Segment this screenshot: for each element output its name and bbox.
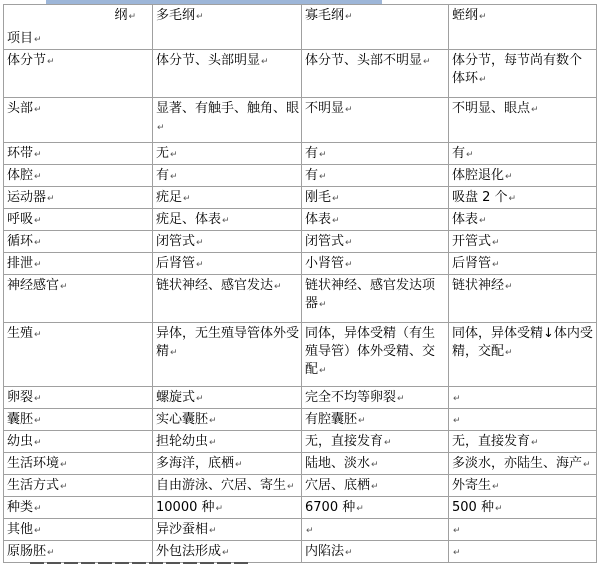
table-cell [449, 209, 597, 231]
cell-text: 外包法形成 [156, 544, 222, 559]
cell-text: 疣足、体表 [156, 212, 222, 227]
paragraph-mark: ↵ [47, 194, 55, 204]
cell-text: 闭管式 [156, 234, 196, 249]
paragraph-mark: ↵ [34, 504, 42, 514]
row-label-cell [4, 475, 153, 497]
table-row [4, 541, 597, 563]
header-col-hirudinea: 蛭纲↵ [449, 5, 597, 50]
row-label: 生活环境 [7, 456, 60, 471]
table-row [4, 275, 597, 323]
table-cell [449, 497, 597, 519]
table-row [4, 187, 597, 209]
cell-text: 开管式 [452, 234, 492, 249]
table-cell [449, 475, 597, 497]
table-cell [302, 165, 449, 187]
paragraph-mark: ↵ [453, 416, 461, 426]
table-row [4, 98, 597, 143]
paragraph-mark: ↵ [479, 75, 487, 85]
cell-text: 体分节、头部不明显 [305, 53, 423, 68]
table-cell [153, 453, 302, 475]
row-label: 生活方式 [7, 478, 60, 493]
paragraph-mark: ↵ [319, 300, 327, 310]
cell-text: 螺旋式 [156, 390, 196, 405]
paragraph-mark: ↵ [466, 150, 474, 160]
table-cell [302, 409, 449, 431]
paragraph-mark: ↵ [453, 394, 461, 404]
row-label-cell [4, 231, 153, 253]
row-label-cell [4, 209, 153, 231]
paragraph-mark: ↵ [222, 216, 230, 226]
cell-text: 6700 种 [305, 500, 356, 515]
paragraph-mark: ↵ [209, 526, 217, 536]
table-cell [153, 497, 302, 519]
table-cell [153, 209, 302, 231]
row-label-cell [4, 409, 153, 431]
paragraph-mark: ↵ [157, 123, 165, 133]
paragraph-mark: ↵ [505, 348, 513, 358]
table-cell [449, 387, 597, 409]
cell-text: 体分节、头部明显 [156, 53, 261, 68]
paragraph-mark: ↵ [196, 238, 204, 248]
row-label-cell [4, 187, 153, 209]
row-label: 神经感官 [7, 278, 60, 293]
row-label: 体分节 [7, 53, 47, 68]
table-cell [153, 387, 302, 409]
row-label: 卵裂 [7, 390, 34, 405]
paragraph-mark: ↵ [397, 394, 405, 404]
table-cell [302, 519, 449, 541]
table-row [4, 253, 597, 275]
paragraph-mark: ↵ [60, 282, 68, 292]
table-cell [153, 275, 302, 323]
table-cell [449, 231, 597, 253]
paragraph-mark: ↵ [319, 172, 327, 182]
table-cell [153, 231, 302, 253]
row-label: 囊胚 [7, 412, 34, 427]
table-cell [302, 231, 449, 253]
cell-text: 链状神经、感官发达项器 [305, 278, 436, 311]
row-label: 生殖 [7, 326, 34, 341]
row-label-cell [4, 497, 153, 519]
paragraph-mark: ↵ [287, 482, 295, 492]
table-cell [153, 50, 302, 98]
table-cell [449, 453, 597, 475]
table-cell [153, 98, 302, 143]
paragraph-mark: ↵ [261, 57, 269, 67]
paragraph-mark: ↵ [60, 482, 68, 492]
cell-text: 无 [156, 146, 170, 161]
table-cell [449, 165, 597, 187]
table-cell [153, 187, 302, 209]
cell-text: 同体，异体受精（有生殖导管）体外受精、交配 [305, 326, 436, 377]
table-cell [302, 431, 449, 453]
cell-text: 无，直接发育 [305, 434, 384, 449]
cell-text: 有 [156, 168, 170, 183]
table-row [4, 453, 597, 475]
row-label: 种类 [7, 500, 34, 515]
table-cell [449, 541, 597, 563]
cell-text: 有 [305, 146, 319, 161]
row-label-cell [4, 519, 153, 541]
table-row [4, 409, 597, 431]
paragraph-mark: ↵ [358, 416, 366, 426]
table-cell [449, 187, 597, 209]
cell-text: 后肾管 [156, 256, 196, 271]
table-cell [449, 275, 597, 323]
table-cell [153, 541, 302, 563]
cell-text: 异沙蚕相 [156, 522, 209, 537]
table-row [4, 143, 597, 165]
table-cell [449, 143, 597, 165]
paragraph-mark: ↵ [47, 57, 55, 67]
row-label-cell [4, 275, 153, 323]
row-label-cell [4, 453, 153, 475]
table-cell [153, 409, 302, 431]
paragraph-mark: ↵ [492, 238, 500, 248]
paragraph-mark: ↵ [479, 216, 487, 226]
paragraph-mark: ↵ [196, 260, 204, 270]
cell-text: 无，直接发育 [452, 434, 531, 449]
table-cell [153, 253, 302, 275]
row-label: 头部 [7, 101, 34, 116]
paragraph-mark: ↵ [371, 460, 379, 470]
cell-text: 体表 [452, 212, 479, 227]
row-label-cell [4, 253, 153, 275]
table-row [4, 497, 597, 519]
table-row [4, 323, 597, 387]
cell-text: 多淡水，亦陆生、海产 [452, 456, 583, 471]
paragraph-mark: ↵ [371, 482, 379, 492]
table-cell [302, 50, 449, 98]
cell-text: 同体，异体受精↓体内受精，交配 [452, 326, 593, 359]
paragraph-mark: ↵ [505, 172, 513, 182]
paragraph-mark: ↵ [34, 150, 42, 160]
row-label-cell [4, 541, 153, 563]
table-cell [302, 453, 449, 475]
cell-text: 疣足 [156, 190, 183, 205]
paragraph-mark: ↵ [34, 526, 42, 536]
row-label-cell [4, 323, 153, 387]
header-row [4, 5, 597, 50]
paragraph-mark: ↵ [34, 438, 42, 448]
row-label-cell [4, 431, 153, 453]
table-cell [449, 50, 597, 98]
header-col-oligochaeta: 寡毛纲↵ [302, 5, 449, 50]
paragraph-mark: ↵ [34, 260, 42, 270]
paragraph-mark: ↵ [34, 394, 42, 404]
paragraph-mark: ↵ [494, 504, 503, 514]
paragraph-mark: ↵ [34, 330, 42, 340]
table-cell [153, 519, 302, 541]
table-row [4, 431, 597, 453]
header-col-polychaeta: 多毛纲↵ [153, 5, 302, 50]
paragraph-mark: ↵ [209, 438, 217, 448]
paragraph-mark: ↵ [215, 504, 224, 514]
paragraph-mark: ↵ [345, 105, 353, 115]
table-cell [302, 187, 449, 209]
paragraph-mark: ↵ [453, 548, 461, 558]
paragraph-mark: ↵ [583, 460, 591, 470]
paragraph-mark: ↵ [492, 482, 500, 492]
table-cell [302, 497, 449, 519]
paragraph-mark: ↵ [306, 526, 314, 536]
cut-off-footnote-line [30, 562, 290, 567]
cell-text: 担轮幼虫 [156, 434, 209, 449]
table-cell [302, 387, 449, 409]
cell-text: 多海洋，底栖 [156, 456, 235, 471]
table-cell [449, 431, 597, 453]
cell-text: 链状神经 [452, 278, 505, 293]
paragraph-mark: ↵ [384, 438, 392, 448]
cell-text: 内陷法 [305, 544, 345, 559]
table-cell [449, 323, 597, 387]
paragraph-mark: ↵ [332, 194, 340, 204]
cell-text: 后肾管 [452, 256, 492, 271]
cell-text: 有腔囊胚 [305, 412, 358, 427]
paragraph-mark: ↵ [34, 216, 42, 226]
cell-text: 实心囊胚 [156, 412, 209, 427]
table-cell [449, 98, 597, 143]
paragraph-mark: ↵ [453, 526, 461, 536]
cell-text: 500 种 [452, 500, 494, 515]
paragraph-mark: ↵ [170, 172, 178, 182]
paragraph-mark: ↵ [60, 460, 68, 470]
paragraph-mark: ↵ [235, 460, 243, 470]
table-cell [302, 98, 449, 143]
cell-text: 刚毛 [305, 190, 332, 205]
row-label-cell [4, 143, 153, 165]
paragraph-mark: ↵ [34, 416, 42, 426]
paragraph-mark: ↵ [531, 438, 539, 448]
paragraph-mark: ↵ [531, 105, 539, 115]
table-cell [153, 143, 302, 165]
paragraph-mark: ↵ [34, 238, 42, 248]
paragraph-mark: ↵ [222, 548, 230, 558]
table-cell [153, 323, 302, 387]
table-cell [449, 253, 597, 275]
row-label-cell [4, 98, 153, 143]
row-label-cell [4, 165, 153, 187]
table-row [4, 475, 597, 497]
cell-text: 自由游泳、穴居、寄生 [156, 478, 287, 493]
paragraph-mark: ↵ [34, 172, 42, 182]
row-label-cell [4, 50, 153, 98]
cell-text: 异体，无生殖导管体外受精 [156, 326, 300, 359]
table-row [4, 165, 597, 187]
cell-text: 10000 种 [156, 500, 215, 515]
paragraph-mark: ↵ [505, 282, 513, 292]
paragraph-mark: ↵ [332, 216, 340, 226]
paragraph-mark: ↵ [319, 150, 327, 160]
paragraph-mark: ↵ [345, 238, 353, 248]
row-label: 循环 [7, 234, 34, 249]
cell-text: 体分节，每节尚有数个体环 [452, 53, 583, 86]
cell-text: 体腔退化 [452, 168, 505, 183]
paragraph-mark: ↵ [508, 194, 517, 204]
cell-text: 不明显、眼点 [452, 101, 531, 116]
paragraph-mark: ↵ [345, 548, 353, 558]
cell-text: 完全不均等卵裂 [305, 390, 397, 405]
table-cell [449, 409, 597, 431]
cell-text: 不明显 [305, 101, 345, 116]
row-label: 原肠胚 [7, 544, 47, 559]
table-cell [302, 323, 449, 387]
paragraph-mark: ↵ [209, 416, 217, 426]
cell-text: 链状神经、感官发达 [156, 278, 274, 293]
row-label: 其他 [7, 522, 34, 537]
paragraph-mark: ↵ [345, 260, 353, 270]
cell-text: 闭管式 [305, 234, 345, 249]
table-cell [153, 475, 302, 497]
paragraph-mark: ↵ [319, 366, 327, 376]
comparison-table [3, 4, 597, 563]
row-label: 体腔 [7, 168, 34, 183]
row-label: 呼吸 [7, 212, 34, 227]
table-row [4, 231, 597, 253]
table-cell [302, 253, 449, 275]
paragraph-mark: ↵ [47, 548, 55, 558]
row-label: 运动器 [7, 190, 47, 205]
row-label: 排泄 [7, 256, 34, 271]
table-cell [302, 541, 449, 563]
table-cell [302, 475, 449, 497]
paragraph-mark: ↵ [492, 260, 500, 270]
cell-text: 吸盘 2 个 [452, 190, 508, 205]
table-cell [449, 519, 597, 541]
cell-text: 陆地、淡水 [305, 456, 371, 471]
paragraph-mark: ↵ [183, 194, 191, 204]
table-row [4, 50, 597, 98]
table-cell [302, 143, 449, 165]
cell-text: 体表 [305, 212, 332, 227]
cell-text: 穴居、底栖 [305, 478, 371, 493]
paragraph-mark: ↵ [34, 105, 42, 115]
row-label: 幼虫 [7, 434, 34, 449]
paragraph-mark: ↵ [196, 394, 204, 404]
paragraph-mark: ↵ [170, 348, 178, 358]
table-row [4, 387, 597, 409]
table-row [4, 519, 597, 541]
paragraph-mark: ↵ [170, 150, 178, 160]
table-cell [302, 209, 449, 231]
cell-text: 外寄生 [452, 478, 492, 493]
cell-text: 有 [452, 146, 466, 161]
header-corner-cell: 纲↵ 项目↵ [4, 5, 153, 50]
table-cell [153, 431, 302, 453]
row-label: 环带 [7, 146, 34, 161]
cell-text: 显著、有触手、触角、眼 [156, 101, 300, 116]
cell-text: 有 [305, 168, 319, 183]
table-cell [153, 165, 302, 187]
paragraph-mark: ↵ [423, 57, 431, 67]
paragraph-mark: ↵ [356, 504, 364, 514]
table-row [4, 209, 597, 231]
paragraph-mark: ↵ [274, 282, 282, 292]
row-label-cell [4, 387, 153, 409]
cell-text: 小肾管 [305, 256, 345, 271]
table-cell [302, 275, 449, 323]
